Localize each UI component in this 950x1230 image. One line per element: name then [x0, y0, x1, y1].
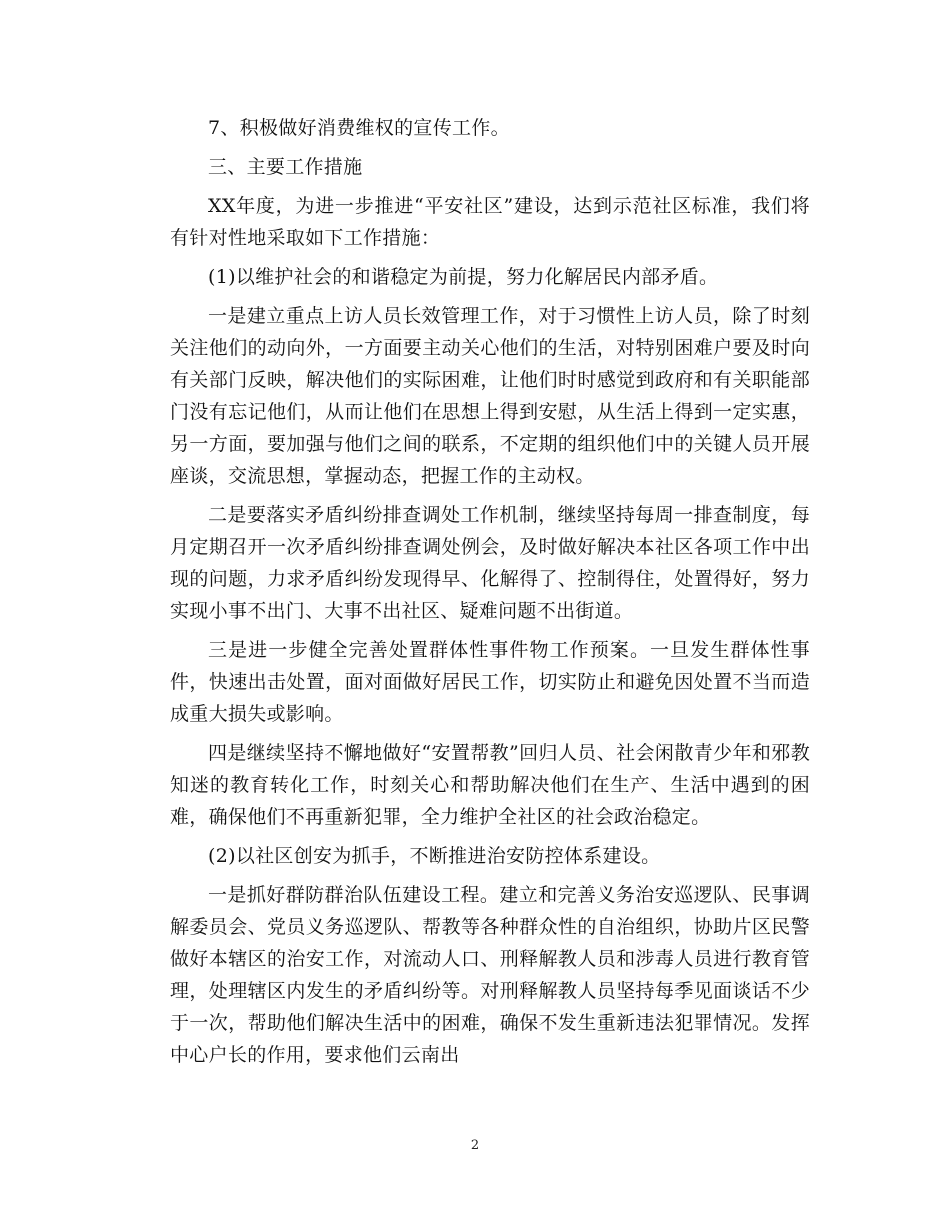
paragraph-emergency-plan: 三是进一步健全完善处置群体性事件物工作预案。一旦发生群体性事件，快速出击处置，面对面做好居民工作，切实防止和避免因处置不当而造成重大损失或影响。 [170, 639, 810, 725]
document-body [170, 112, 810, 1071]
page-number: 2 [470, 1138, 480, 1153]
paragraph-intro: XX年度，为进一步推进“平安社区”建设，达到示范社区标准，我们将有针对性地采取如下工作措施： [170, 195, 810, 249]
subheading-harmony: (1)以维护社会的和谐稳定为前提，努力化解居民内部矛盾。 [208, 266, 719, 288]
subheading-security: (2)以社区创安为抓手，不断推进治安防控体系建设。 [208, 845, 661, 867]
paragraph-patrol-teams: 一是抓好群防群治队伍建设工程。建立和完善义务治安巡逻队、民事调解委员会、党员义务巡逻队、帮教等各种群众性的自治组织，协助片区民警做好本辖区的治安工作，对流动人口、刑释解教人员和涉毒人员进行教育管理，处理辖区内发生的矛盾纠纷等。对刑释解教人员坚持每季见面谈话不少于一次，帮助他们解决生活中的困难，确保不发生重新违法犯罪情况。发挥中心户长的作用，要求他们云南出 [170, 884, 810, 1066]
paragraph-consumer-rights: 7、积极做好消费维权的宣传工作。 [208, 117, 510, 139]
paragraph-petition-management: 一是建立重点上访人员长效管理工作，对于习惯性上访人员，除了时刻关注他们的动向外，一方面要主动关心他们的生活，对特别困难户要及时向有关部门反映，解决他们的实际困难，让他们时时感觉到政府和有关职能部门没有忘记他们，从而让他们在思想上得到安慰，从生活上得到一定实惠，另一方面，要加强与他们之间的联系，不定期的组织他们中的关键人员开展座谈，交流思想，掌握动态，把握工作的主动权。 [170, 305, 810, 487]
paragraph-rehabilitation: 四是继续坚持不懈地做好“安置帮教”回归人员、社会闲散青少年和邪教知迷的教育转化工作，时刻关心和帮助解决他们在生产、生活中遇到的困难，确保他们不再重新犯罪，全力维护全社区的社会政治稳定。 [170, 742, 810, 828]
section-heading-measures: 三、主要工作措施 [208, 156, 363, 178]
paragraph-dispute-mechanism: 二是要落实矛盾纠纷排查调处工作机制，继续坚持每周一排查制度，每月定期召开一次矛盾纠纷排查调处例会，及时做好解决本社区各项工作中出现的问题，力求矛盾纠纷发现得早、化解得了、控制得住，处置得好，努力实现小事不出门、大事不出社区、疑难问题不出街道。 [170, 504, 810, 622]
